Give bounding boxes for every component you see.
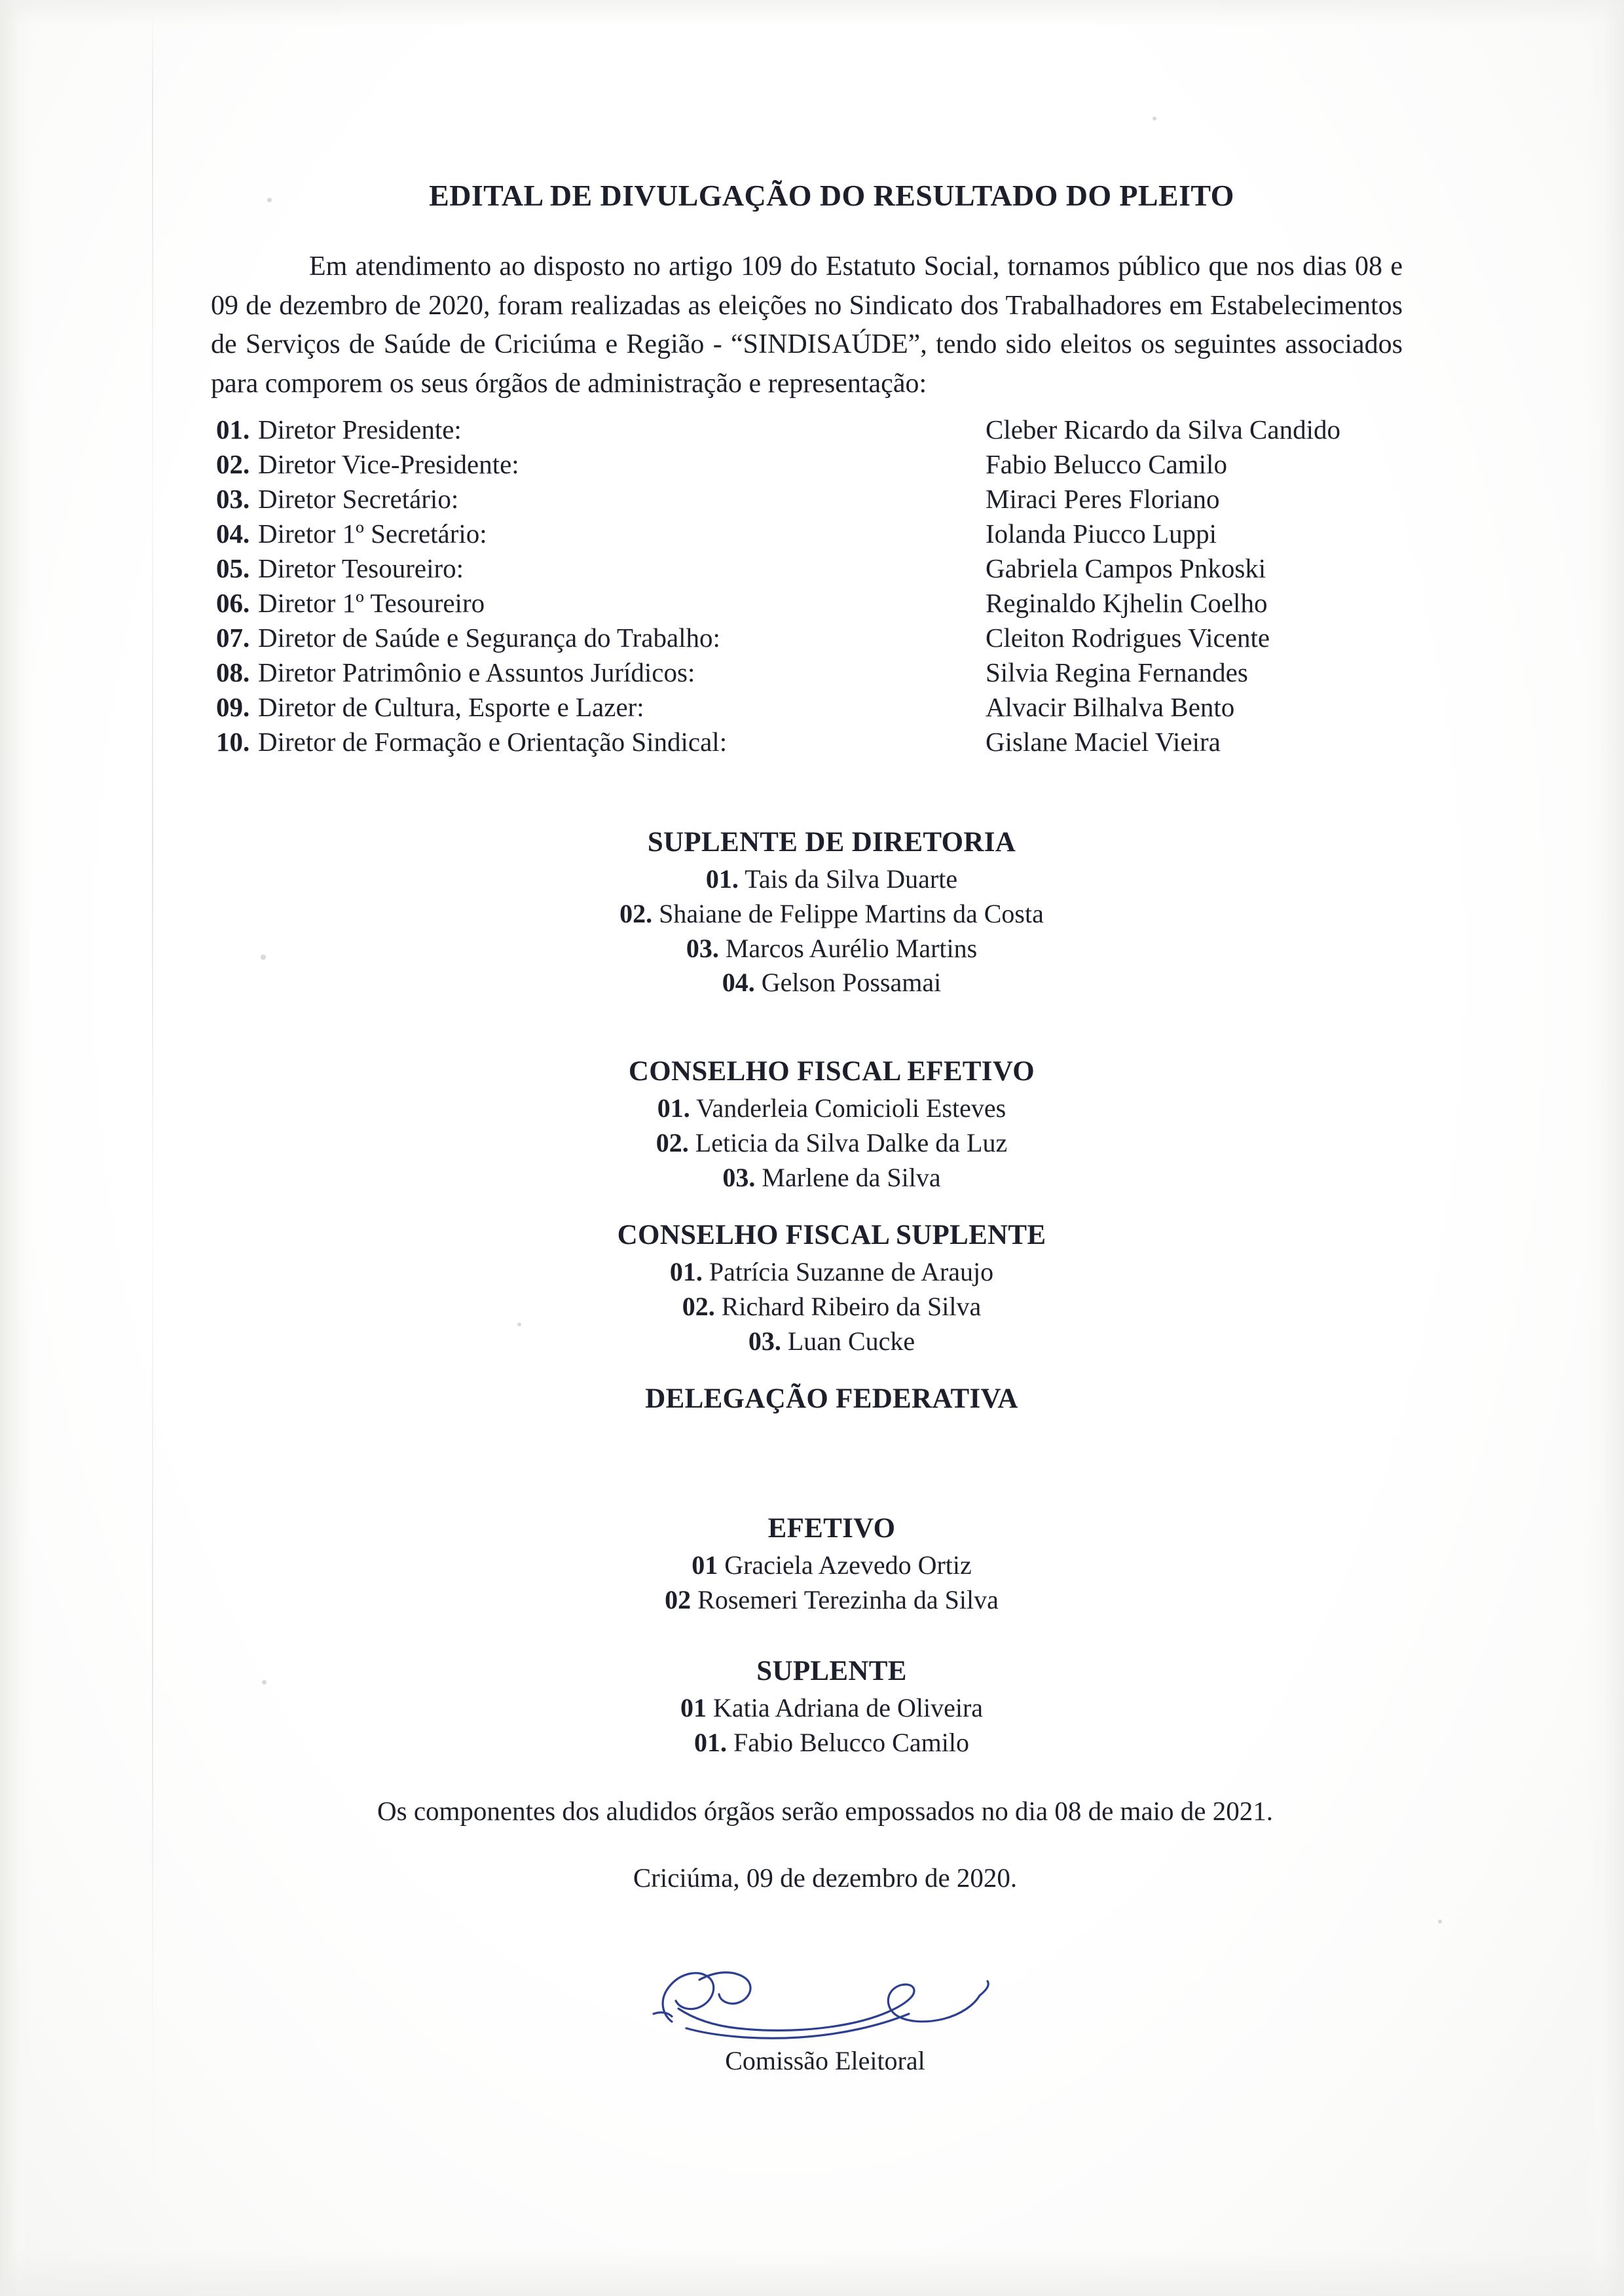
board-row-name: Gabriela Campos Pnkoski xyxy=(986,553,1266,583)
entry-name: Marlene da Silva xyxy=(762,1162,941,1192)
board-row xyxy=(216,657,1434,691)
board-row-number: 06. xyxy=(216,588,250,618)
board-row-number: 10. xyxy=(216,727,250,757)
section-heading: EFETIVO xyxy=(767,1513,896,1544)
board-row-name: Miraci Peres Floriano xyxy=(986,484,1220,514)
board-row xyxy=(216,691,1434,726)
entry-number: 01. xyxy=(657,1093,690,1123)
board-row-number: 02. xyxy=(216,449,250,479)
board-row-name: Iolanda Piucco Luppi xyxy=(986,519,1217,549)
section-conselho-fiscal-efetivo xyxy=(0,1055,1624,1195)
board-row xyxy=(216,483,1434,518)
section-suplente-diretoria xyxy=(0,826,1624,1000)
section-delegacao-suplente xyxy=(0,1655,1624,1760)
section-entry xyxy=(39,1548,1624,1583)
signature-block xyxy=(0,1951,1624,2076)
board-row-role: Diretor Secretário: xyxy=(258,484,459,514)
board-row-name: Gislane Maciel Vieira xyxy=(986,727,1221,757)
section-heading: SUPLENTE xyxy=(756,1656,907,1686)
entry-name: Rosemeri Terezinha da Silva xyxy=(697,1584,999,1614)
section-entry xyxy=(39,862,1624,897)
board-row-role: Diretor de Formação e Orientação Sindical: xyxy=(258,727,728,757)
board-row-role: Diretor Vice-Presidente: xyxy=(258,449,519,479)
entry-name: Marcos Aurélio Martins xyxy=(725,933,978,963)
board-row-name: Fabio Belucco Camilo xyxy=(986,449,1227,479)
board-row xyxy=(216,622,1434,657)
board-row-name: Cleber Ricardo da Silva Candido xyxy=(986,414,1340,445)
section-delegacao-federativa xyxy=(0,1383,1624,1419)
board-row-role: Diretor 1º Tesoureiro xyxy=(258,588,485,618)
section-entry xyxy=(39,1126,1624,1161)
board-row-name: Alvacir Bilhalva Bento xyxy=(986,692,1235,722)
board-row-number: 05. xyxy=(216,553,250,583)
entry-name: Richard Ribeiro da Silva xyxy=(721,1291,982,1321)
entry-number: 03. xyxy=(686,933,719,963)
section-entry xyxy=(39,1726,1624,1760)
entry-number: 04. xyxy=(722,968,755,998)
board-members-list xyxy=(216,414,1434,761)
board-row-number: 03. xyxy=(216,484,250,514)
board-row-number: 04. xyxy=(216,519,250,549)
board-row xyxy=(216,553,1434,587)
entry-number: 01 xyxy=(680,1693,707,1722)
section-heading: CONSELHO FISCAL SUPLENTE xyxy=(617,1220,1046,1250)
entry-name: Luan Cucke xyxy=(787,1326,915,1356)
entry-number: 02 xyxy=(665,1584,692,1614)
section-entry xyxy=(39,1091,1624,1126)
entry-name: Graciela Azevedo Ortiz xyxy=(724,1550,972,1580)
section-entry xyxy=(39,1161,1624,1195)
board-row-name: Silvia Regina Fernandes xyxy=(986,657,1248,687)
entry-name: Gelson Possamai xyxy=(761,968,942,998)
entry-number: 02. xyxy=(655,1127,689,1157)
page-title: EDITAL DE DIVULGAÇÃO DO RESULTADO DO PLEITO xyxy=(429,179,1234,212)
entry-number: 02. xyxy=(682,1291,715,1321)
section-heading: DELEGAÇÃO FEDERATIVA xyxy=(645,1383,1018,1414)
section-conselho-fiscal-suplente xyxy=(0,1219,1624,1358)
section-entry xyxy=(39,966,1624,1000)
entry-number: 01. xyxy=(705,864,739,894)
entry-name: Shaiane de Felippe Martins da Costa xyxy=(659,898,1044,928)
entry-number: 02. xyxy=(619,898,653,928)
board-row xyxy=(216,587,1434,622)
board-row-number: 09. xyxy=(216,692,250,722)
entry-name: Patrícia Suzanne de Araujo xyxy=(709,1257,994,1286)
section-entry xyxy=(39,1324,1624,1359)
board-row-number: 01. xyxy=(216,414,250,445)
entry-number: 03. xyxy=(722,1162,756,1192)
entry-number: 01 xyxy=(692,1550,718,1580)
board-row-number: 07. xyxy=(216,623,250,653)
entry-number: 03. xyxy=(748,1326,781,1356)
entry-name: Leticia da Silva Dalke da Luz xyxy=(695,1127,1008,1157)
board-row-role: Diretor Tesoureiro: xyxy=(258,553,464,583)
intro-paragraph: Em atendimento ao disposto no artigo 109 do Estatuto Social, tornamos público que nos dias 08 e 09 de dezembro de 2020, foram realizadas as eleições no Sindicato dos Trabalhadores em Estabelecimentos de Serviços de Saúde de Criciúma e Região - “SINDISAÚDE”, tendo sido eleitos os seguintes associados para comporem os seus órgãos de administração e representação: xyxy=(211,251,1403,399)
section-entry xyxy=(39,1583,1624,1618)
board-row-role: Diretor Patrimônio e Assuntos Jurídicos: xyxy=(258,657,695,687)
handwritten-signature xyxy=(616,1951,1035,2049)
place-and-date: Criciúma, 09 de dezembro de 2020. xyxy=(633,1863,1018,1893)
section-entry xyxy=(39,1290,1624,1324)
board-row xyxy=(216,448,1434,483)
board-row-role: Diretor 1º Secretário: xyxy=(258,519,487,549)
board-row-number: 08. xyxy=(216,657,250,687)
board-row-role: Diretor de Saúde e Segurança do Trabalho: xyxy=(258,623,720,653)
board-row-name: Reginaldo Kjhelin Coelho xyxy=(986,588,1268,618)
board-row-role: Diretor de Cultura, Esporte e Lazer: xyxy=(258,692,644,722)
board-row xyxy=(216,518,1434,553)
entry-name: Katia Adriana de Oliveira xyxy=(712,1693,984,1722)
entry-name: Tais da Silva Duarte xyxy=(745,864,958,894)
board-row-role: Diretor Presidente: xyxy=(258,414,462,445)
section-delegacao-efetivo xyxy=(0,1512,1624,1618)
section-heading: SUPLENTE DE DIRETORIA xyxy=(647,827,1016,858)
section-entry xyxy=(39,897,1624,932)
board-row xyxy=(216,726,1434,761)
entry-number: 01. xyxy=(669,1257,703,1286)
section-entry xyxy=(39,1255,1624,1290)
section-entry xyxy=(39,1691,1624,1726)
entry-number: 01. xyxy=(694,1727,728,1757)
possession-statement: Os componentes dos aludidos órgãos serão empossados no dia 08 de maio de 2021. xyxy=(377,1796,1273,1826)
entry-name: Fabio Belucco Camilo xyxy=(733,1727,969,1757)
section-entry xyxy=(39,932,1624,966)
section-heading: CONSELHO FISCAL EFETIVO xyxy=(628,1056,1035,1087)
entry-name: Vanderleia Comicioli Esteves xyxy=(696,1093,1006,1123)
board-row xyxy=(216,414,1434,448)
signature-caption: Comissão Eleitoral xyxy=(725,2046,925,2075)
board-row-name: Cleiton Rodrigues Vicente xyxy=(986,623,1270,653)
